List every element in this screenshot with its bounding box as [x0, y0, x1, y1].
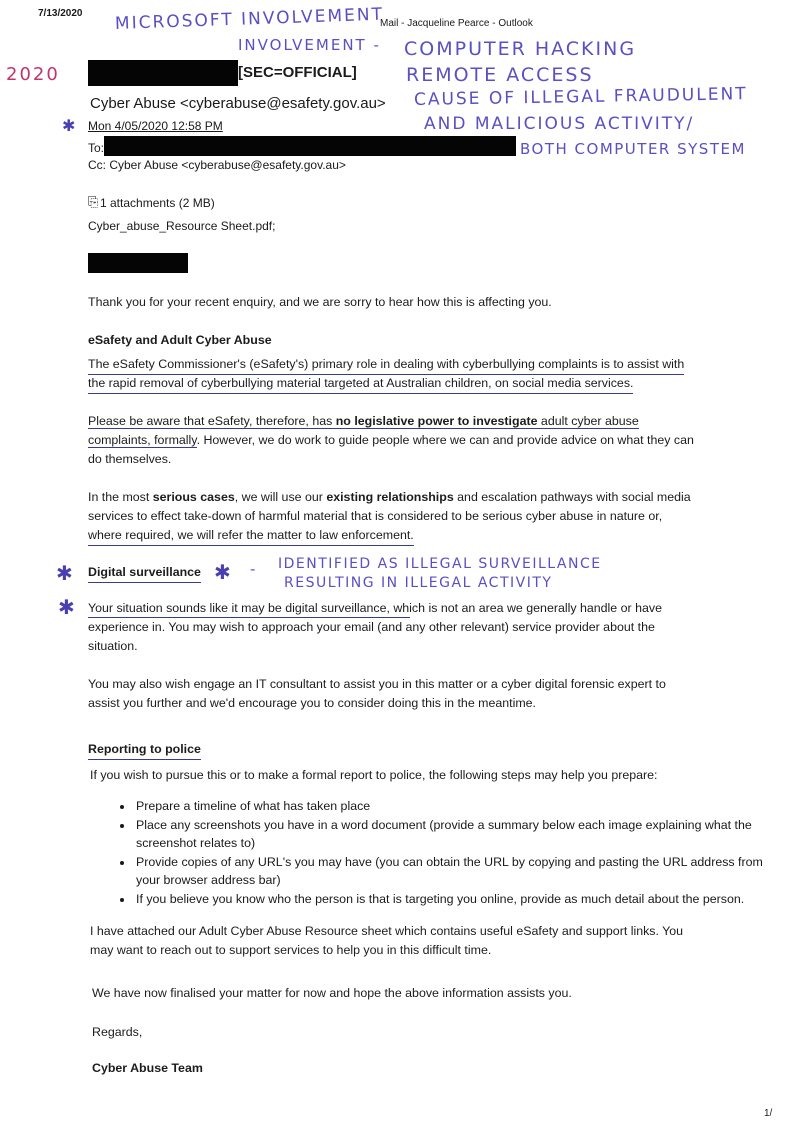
- handwriting-illegal-fraudulent: CAUSE OF ILLEGAL FRAUDULENT: [413, 84, 748, 110]
- handwriting-resulting-illegal: RESULTING IN ILLEGAL ACTIVITY: [284, 575, 553, 591]
- paragraph-power-line1: [88, 412, 639, 431]
- signature: Cyber Abuse Team: [92, 1061, 203, 1075]
- email-sender: Cyber Abuse <cyberabuse@esafety.gov.au>: [90, 95, 386, 112]
- paragraph-role-line2: the rapid removal of cyberbullying material targeted at Australian children, on social media services.: [88, 374, 633, 394]
- paperclip-icon: ⎘: [88, 194, 99, 209]
- attachment-filename[interactable]: Cyber_abuse_Resource Sheet.pdf;: [88, 219, 276, 233]
- email-date: Mon 4/05/2020 12:58 PM: [88, 119, 223, 133]
- regards: Regards,: [92, 1025, 143, 1039]
- paragraph-attached-line2: may want to reach out to support services to help you in this difficult time.: [90, 943, 492, 957]
- power-post: adult cyber abuse: [537, 414, 639, 428]
- paragraph-police-intro: If you wish to pursue this or to make a formal report to police, the following steps may help you prepare:: [90, 768, 658, 782]
- print-date: 7/13/2020: [38, 8, 83, 19]
- asterisk-mark-icon: ✱: [56, 561, 73, 585]
- handwriting-microsoft: MICROSOFT INVOLVEMENT: [114, 4, 385, 34]
- step-item: • Provide copies of any URL's you may have (you can obtain the URL by copying and pasting the URL address from your browser address bar): [134, 853, 768, 890]
- step-item: • Prepare a timeline of what has taken place: [134, 797, 768, 816]
- heading-esafety: eSafety and Adult Cyber Abuse: [88, 333, 272, 347]
- power-pre: Please be aware that eSafety, therefore, has: [88, 414, 336, 428]
- asterisk-mark-icon: ✱: [214, 560, 231, 584]
- redacted-subject-block: [88, 60, 238, 86]
- attachments-count[interactable]: 1 attachments (2 MB): [100, 196, 215, 210]
- handwriting-dash: -: [250, 560, 258, 578]
- serious-bold1: serious cases: [152, 490, 235, 504]
- print-title: Mail - Jacqueline Pearce - Outlook: [380, 18, 533, 29]
- paragraph-surveillance-line3: situation.: [88, 639, 138, 653]
- serious-pre: In the most: [88, 490, 153, 504]
- handwriting-both-computer-system: BOTH COMPUTER SYSTEM: [520, 140, 746, 158]
- power-complaints: complaints, formally: [88, 433, 197, 447]
- paragraph-power-line3: do themselves.: [88, 452, 172, 466]
- serious-bold2: existing relationships: [326, 490, 454, 504]
- handwriting-year: 2020: [6, 64, 60, 85]
- paragraph-surveillance-line2: experience in. You may wish to approach your email (and any other relevant) service provider about the: [88, 620, 655, 634]
- handwriting-remote-access: REMOTE ACCESS: [406, 64, 594, 86]
- handwriting-identified-surveillance: IDENTIFIED AS ILLEGAL SURVEILLANCE: [278, 556, 602, 572]
- asterisk-mark-icon: ✱: [58, 595, 75, 619]
- handwriting-malicious-activity: AND MALICIOUS ACTIVITY/: [424, 114, 695, 134]
- paragraph-surveillance-line1: Your situation sounds like it may be digital surveillance, which is not an area we generally handle or have: [88, 601, 662, 615]
- serious-post: and escalation pathways with social media: [453, 490, 691, 504]
- heading-digital-surveillance: Digital surveillance: [88, 563, 201, 583]
- page-number: 1/: [764, 1108, 773, 1119]
- serious-mid: , we will use our: [234, 490, 327, 504]
- paragraph-power-line2: [88, 431, 694, 450]
- paragraph-serious-line1: [88, 488, 691, 507]
- email-subject-suffix: [SEC=OFFICIAL]: [238, 64, 357, 81]
- redacted-greeting-block: [88, 253, 188, 273]
- heading-reporting-police: Reporting to police: [88, 740, 201, 760]
- paragraph-consultant-line2: assist you further and we'd encourage you to consider doing this in the meantime.: [88, 696, 536, 710]
- power-bold: no legislative power to investigate: [335, 414, 538, 428]
- paragraph-attached-line1: I have attached our Adult Cyber Abuse Resource sheet which contains useful eSafety and support links. You: [90, 924, 684, 938]
- handwriting-computer-hacking: COMPUTER HACKING: [404, 38, 637, 60]
- redacted-recipient-block: [104, 136, 516, 156]
- step-item: • Place any screenshots you have in a word document (provide a summary below each image explaining what the screenshot relates to): [134, 816, 768, 853]
- asterisk-mark-icon: ✱: [62, 116, 76, 135]
- handwriting-involvement: INVOLVEMENT -: [238, 36, 381, 54]
- paragraph-finalised: We have now finalised your matter for now and hope the above information assists you.: [92, 986, 572, 1000]
- power-guide: . However, we do work to guide people where we can and provide advice on what they can: [196, 433, 694, 447]
- steps-list: [88, 797, 768, 908]
- email-cc: Cc: Cyber Abuse <cyberabuse@esafety.gov.au>: [88, 158, 346, 172]
- intro-paragraph: Thank you for your recent enquiry, and we are sorry to hear how this is affecting you.: [88, 295, 552, 309]
- paragraph-serious-line2: services to effect take-down of harmful material that is considered to be serious cyber abuse in nature or,: [88, 509, 663, 523]
- paragraph-consultant-line1: You may also wish engage an IT consultant to assist you in this matter or a cyber digital forensic expert to: [88, 677, 666, 691]
- email-to-label: To:: [88, 141, 105, 155]
- paragraph-role-line1: The eSafety Commissioner's (eSafety's) primary role in dealing with cyberbullying complaints is to assist with: [88, 355, 684, 375]
- step-item: • If you believe you know who the person is that is targeting you online, provide as much detail about the person.: [134, 890, 768, 909]
- paragraph-serious-line3: where required, we will refer the matter to law enforcement.: [88, 526, 414, 546]
